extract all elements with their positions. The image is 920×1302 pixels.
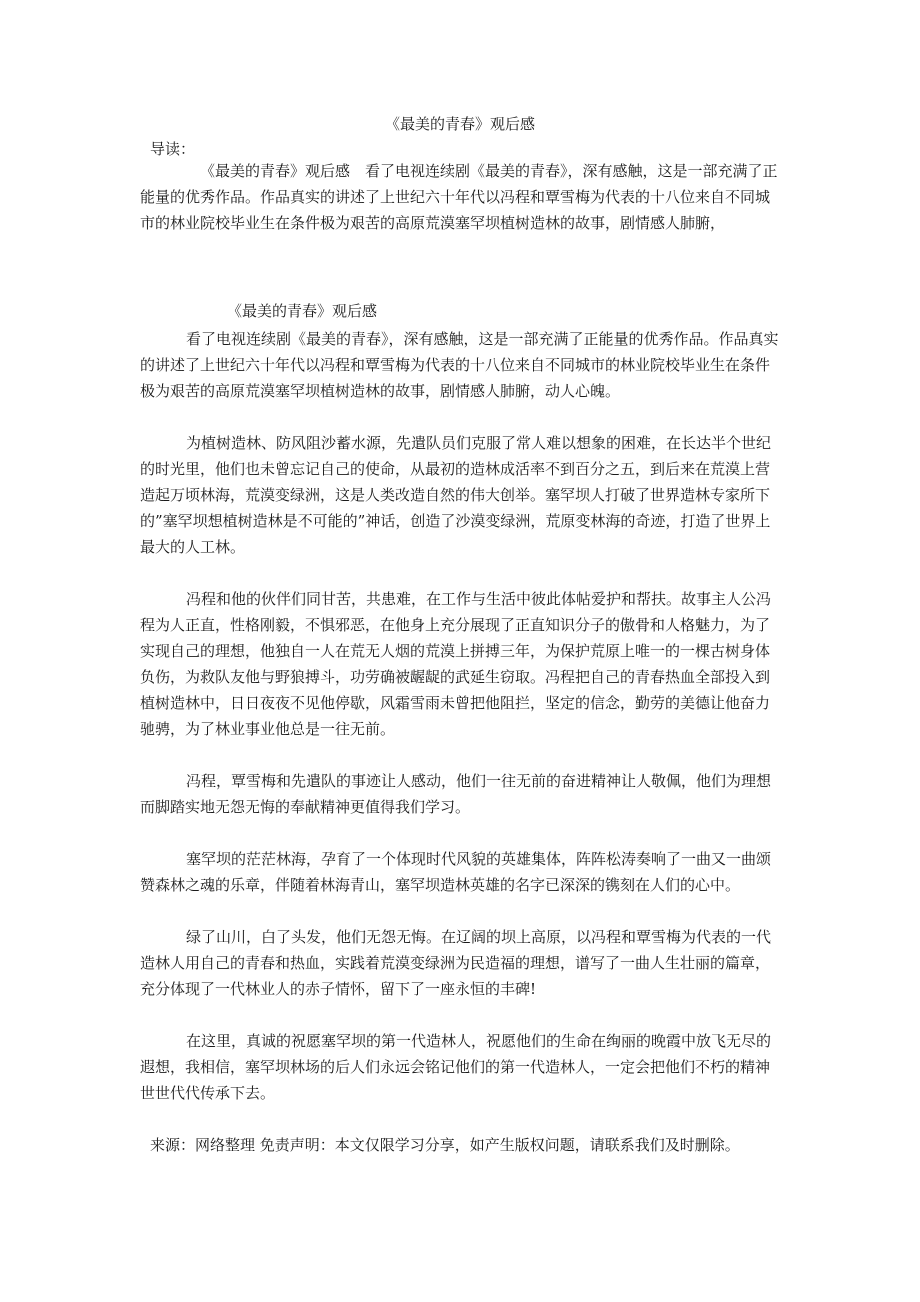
paragraph: 冯程和他的伙伴们同甘苦，共患难，在工作与生活中彼此体帖爱护和帮扶。故事主人公冯程为人正直，性格刚毅，不惧邪恶，在他身上充分展现了正直知识分子的傲骨和人格魅力，为了实现自己的理想，他独自一人在荒无人烟的荒漠上拼搏三年，为保护荒原上唯一的一棵古树身体负伤，为救队友他与野狼搏斗，功劳确被龌龊的武延生窃取。冯程把自己的青春热血全部投入到植树造林中，日日夜夜不见他停歇，风霜雪雨未曾把他阻拦，坚定的信念，勤劳的美德让他奋力驰骋，为了林业事业他总是一往无前。	[140, 590, 772, 738]
paragraph: 绿了山川，白了头发，他们无怨无悔。在辽阔的坝上高原，以冯程和覃雪梅为代表的一代造林人用自己的青春和热血，实践着荒漠变绿洲为民造福的理想，谱写了一曲人生壮丽的篇章，充分体现了一代林业人的赤子情怀，留下了一座永恒的丰碑!	[140, 928, 772, 998]
page-title: 《最美的青春》观后感	[384, 115, 535, 133]
paragraph: 在这里，真诚的祝愿塞罕坝的第一代造林人，祝愿他们的生命在绚丽的晚霞中放飞无尽的遐想，我相信，塞罕坝林场的后人们永远会铭记他们的第一代造林人，一定会把他们不朽的精神世世代代传承下去。	[140, 1032, 772, 1102]
lead-summary: 《最美的青春》观后感 看了电视连续剧《最美的青春》，深有感触，这是一部充满了正能量的优秀作品。作品真实的讲述了上世纪六十年代以冯程和覃雪梅为代表的十八位来自不同城市的林业院校毕业生在条件极为艰苦的高原荒漠塞罕坝植树造林的故事，剧情感人肺腑，	[140, 162, 778, 232]
paragraph: 塞罕坝的茫茫林海，孕育了一个体现时代风貌的英雄集体，阵阵松涛奏响了一曲又一曲颂赞森林之魂的乐章，伴随着林海青山，塞罕坝造林英雄的名字已深深的镌刻在人们的心中。	[140, 850, 772, 894]
article-title: 《最美的青春》观后感	[227, 302, 378, 320]
paragraph: 冯程，覃雪梅和先遣队的事迹让人感动，他们一往无前的奋进精神让人敬佩，他们为理想而脚踏实地无怨无悔的奉献精神更值得我们学习。	[140, 772, 772, 816]
source-disclaimer: 来源：网络整理 免责声明：本文仅限学习分享，如产生版权问题，请联系我们及时删除。	[150, 1136, 740, 1154]
article-body	[140, 326, 780, 1132]
lead-label: 导读：	[150, 140, 196, 158]
paragraph: 为植树造林、防风阻沙蓄水源，先遣队员们克服了常人难以想象的困难，在长达半个世纪的时光里，他们也未曾忘记自己的使命，从最初的造林成活率不到百分之五，到后来在荒漠上营造起万顷林海，荒漠变绿洲，这是人类改造自然的伟大创举。塞罕坝人打破了世界造林专家所下的”塞罕坝想植树造林是不可能的”神话，创造了沙漠变绿洲，荒原变林海的奇迹，打造了世界上最大的人工林。	[140, 434, 772, 556]
paragraph: 看了电视连续剧《最美的青春》，深有感触，这是一部充满了正能量的优秀作品。作品真实的讲述了上世纪六十年代以冯程和覃雪梅为代表的十八位来自不同城市的林业院校毕业生在条件极为艰苦的高原荒漠塞罕坝植树造林的故事，剧情感人肺腑，动人心魄。	[140, 330, 779, 400]
